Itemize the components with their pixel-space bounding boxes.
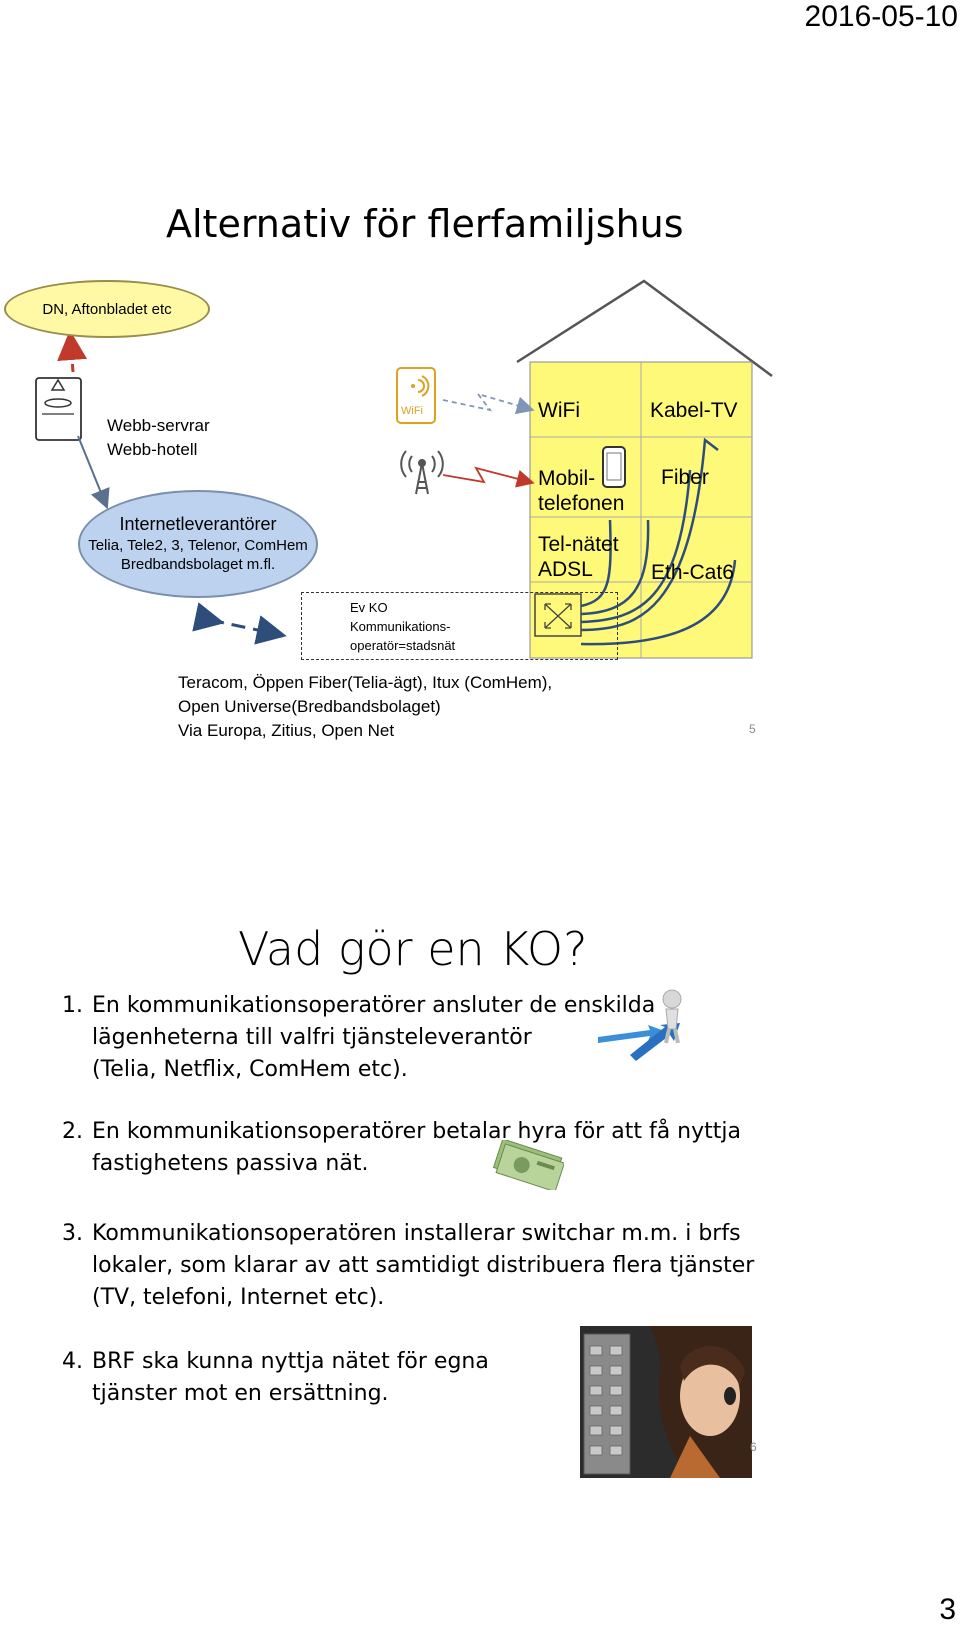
woman-intercom-image xyxy=(580,1326,752,1478)
operators-list xyxy=(178,671,552,743)
webb-servrar-label: Webb-servrar xyxy=(107,416,210,435)
cell-tower-icon xyxy=(401,451,443,494)
ko-dashed-box xyxy=(301,592,618,660)
isp-line2: Telia, Tele2, 3, Telenor, ComHem xyxy=(88,536,308,554)
slide2-title: Vad gör en KO? xyxy=(238,922,588,976)
house-eth-label: Eth-Cat6 xyxy=(651,561,734,584)
house-fiber-label: Fiber xyxy=(661,466,709,489)
isp-title: Internetleverantörer xyxy=(119,513,277,534)
mobil-line2: telefonen xyxy=(538,492,625,515)
list-item-2 xyxy=(62,1116,762,1180)
item-line: tjänster mot en ersättning. xyxy=(92,1381,389,1406)
item-number: 1. xyxy=(62,993,83,1018)
item-line: (TV, telefoni, Internet etc). xyxy=(92,1285,385,1310)
wifi-icon-label: WiFi xyxy=(401,405,423,417)
document-date: 2016-05-10 xyxy=(804,0,958,33)
operators-line1: Teracom, Öppen Fiber(Telia-ägt), Itux (ComHem), xyxy=(178,673,553,692)
house-kabel-tv-label: Kabel-TV xyxy=(650,399,738,422)
ko-line1: Ev KO xyxy=(350,600,388,615)
list-item-3 xyxy=(62,1218,762,1314)
banknotes-image xyxy=(492,1140,564,1190)
ko-line3: operatör=stadsnät xyxy=(350,638,456,653)
ko-label xyxy=(350,598,455,655)
webb-hotell-label: Webb-hotell xyxy=(107,440,198,459)
house-wifi-label: WiFi xyxy=(538,399,580,422)
telnatet-line2: ADSL xyxy=(538,558,593,581)
item-line: BRF ska kunna nyttja nätet för egna xyxy=(92,1349,489,1374)
item-number: 3. xyxy=(62,1221,83,1246)
item-line: En kommunikationsoperatörer betalar hyra för att få nyttja xyxy=(92,1119,741,1144)
item-line: (Telia, Netflix, ComHem etc). xyxy=(92,1057,408,1082)
slide2-number: 6 xyxy=(750,1440,757,1454)
operators-line3: Via Europa, Zitius, Open Net xyxy=(178,721,395,740)
dn-label: DN, Aftonbladet etc xyxy=(42,300,172,318)
isp-line3: Bredbandsbolaget m.fl. xyxy=(120,555,276,573)
item-line: En kommunikationsoperatörer ansluter de enskilda xyxy=(92,993,656,1018)
house-telnatet-label xyxy=(538,532,619,582)
page-number: 3 xyxy=(939,1593,956,1626)
telnatet-line1: Tel-nätet xyxy=(538,533,619,556)
item-number: 4. xyxy=(62,1349,83,1374)
webb-labels xyxy=(107,414,210,462)
mobil-line1: Mobil- xyxy=(538,467,596,490)
operators-line2: Open Universe(Bredbandsbolaget) xyxy=(178,697,441,716)
slide1-number: 5 xyxy=(749,722,756,736)
item-line: Kommunikationsoperatören installerar switchar m.m. i brfs xyxy=(92,1221,741,1246)
isp-ellipse xyxy=(78,490,318,598)
ko-line2: Kommunikations- xyxy=(350,619,451,634)
item-line: fastighetens passiva nät. xyxy=(92,1151,369,1176)
house-mobil-label xyxy=(538,466,624,516)
person-crossroads-image xyxy=(590,985,700,1065)
item-line: lokaler, som klarar av att samtidigt distribuera flera tjänster xyxy=(92,1253,755,1278)
mobile-link xyxy=(443,468,526,482)
dn-aftonbladet-ellipse xyxy=(4,280,210,338)
wifi-link xyxy=(443,394,526,410)
slide1-title: Alternativ för flerfamiljshus xyxy=(166,202,684,246)
web-server-icon xyxy=(36,378,81,440)
item-number: 2. xyxy=(62,1119,83,1144)
item-line: lägenheterna till valfri tjänsteleverantör xyxy=(92,1025,532,1050)
